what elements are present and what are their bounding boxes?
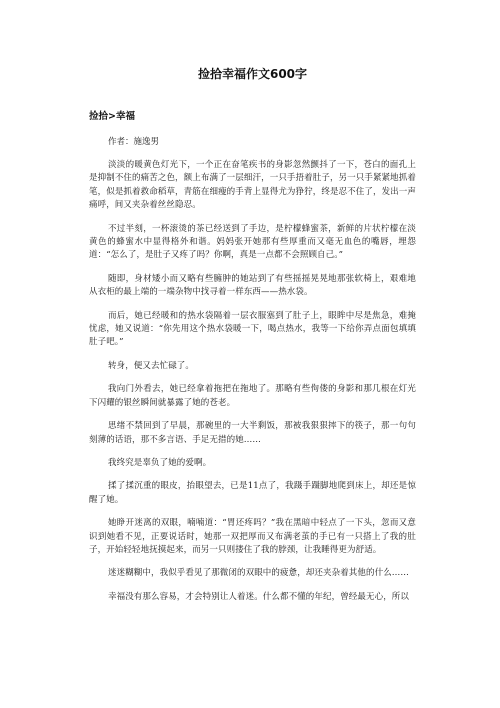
paragraph-12: 幸福没有那么容易，才会特别让人着迷。什么都不懂的年纪，曾经最无心，所以	[108, 591, 410, 602]
paragraph-1: 淡淡的暖黄色灯光下，一个正在奋笔疾书的身影忽然颤抖了一下，苍白的面孔上是抑制不住的痛苦之色，额上布满了一层细汗，一只手捂着肚子，另一只手紧紧地抓着笔，似是抓着救命稻草，青筋在细瘦的手背上显得尤为狰狞，终是忍不住了，发出一声痛呼，间又夹杂着丝丝隐忍。	[89, 160, 416, 211]
author-line: 作者：施逸男	[108, 137, 160, 147]
section-heading: 捡拾>幸福	[89, 111, 135, 122]
paragraph-8: 我终究是辜负了她的爱啊。	[108, 457, 212, 468]
paragraph-2: 不过半刻，一杯滚烫的茶已经送到了手边，是柠檬蜂蜜茶，新鲜的片状柠檬在淡黄色的蜂蜜水中显得格外和谐。妈妈张开她那有些厚重而又毫无血色的嘴唇，埋怨道：“怎么了，是肚子又疼了吗？你啊，真是一点都不会照顾自己。”	[89, 223, 416, 261]
paragraph-9: 揉了揉沉重的眼皮，抬眼望去，已是11点了，我蹑手蹑脚地爬到床上，却还是惊醒了她。	[89, 481, 416, 505]
paragraph-3: 随即，身材矮小而又略有些臃肿的她站到了有些摇摇晃晃地那张软椅上，艰难地从衣柜的最上端的一端杂物中找寻着一样东西——热水袋。	[89, 273, 416, 298]
document-title: 捡拾幸福作文600字	[197, 67, 308, 81]
paragraph-5: 转身，便又去忙碌了。	[108, 360, 195, 371]
paragraph-10: 她睁开迷离的双眼，喃喃道：“胃还疼吗？”我在黑暗中轻点了一下头，忽而又意识到她看不见，正要说话时，她那一双把厚而又布满老茧的手已有一只搭上了我的肚子，开始轻轻地抚摸起来，而另一只则搂住了我的脖颈，让我睡得更为舒适。	[89, 518, 416, 555]
paragraph-6: 我向门外看去，她已经拿着拖把在拖地了。那略有些佝偻的身影和那几根在灯光下闪耀的银丝瞬间就暴露了她的苍老。	[89, 384, 416, 408]
paragraph-4: 而后，她已经暖和的热水袋隔着一层衣服塞到了肚子上，眼眸中尽是焦急，难掩忧虑，她又说道：“你先用这个热水袋暖一下，喝点热水，我等一下给你弄点面包填填肚子吧。”	[89, 310, 416, 348]
paragraph-11: 迷迷糊糊中，我似乎看见了那微闭的双眼中的疲惫，却还夹杂着其他的什么……	[108, 568, 410, 579]
paragraph-7: 思绪不禁回到了早晨，那碗里的一大半剩饭，那被我狠狠摔下的筷子，那一句句刻薄的话语，那不多言语、手足无措的她……	[89, 421, 416, 445]
